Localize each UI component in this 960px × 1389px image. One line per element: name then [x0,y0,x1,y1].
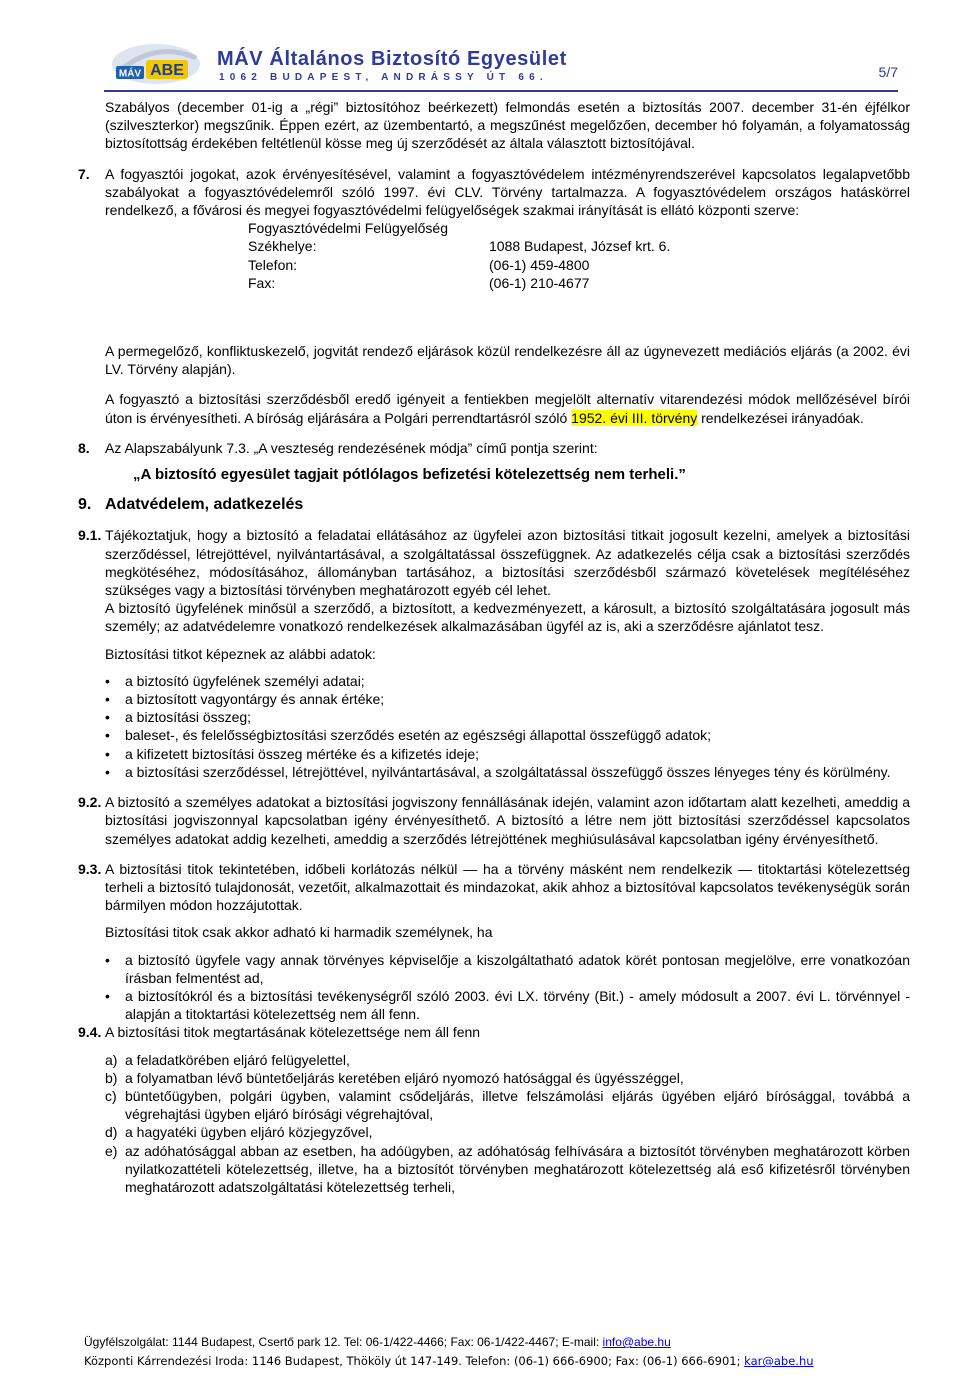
section-8-paragraph: Az Alapszabályunk 7.3. „A veszteség rendezésének módja” című pontja szerint: [105,439,598,456]
section-7-paragraph-3-text: A fogyasztó a biztosítási szerződésből eredő igényeit a fentiekben megjelölt alternatív vitarendezési módok mellőzésével bírói úton is érvényesítheti. A bíróság eljárására a Polgári perrendtartásról szóló [105,391,910,426]
list-marker: e) [105,1142,118,1159]
address-row [248,274,910,292]
secret-data-list [78,672,910,781]
address-row-value: 1088 Budapest, József krt. 6. [489,238,671,255]
address-row-value: (06-1) 210-4677 [489,274,590,291]
list-item-text: a feladatkörében eljáró felügyelettel, [125,1051,350,1068]
section-9-4-paragraph: A biztosítási titok megtartásának kötelezettsége nem áll fenn [105,1024,481,1041]
list-item: • a biztosítási összeg; [105,708,910,726]
list-item: • a kifizetett biztosítási összeg mértéke és a kifizetés ideje; [105,745,910,763]
address-row [248,256,910,274]
section-9-3-paragraph: A biztosítási titok tekintetében, időbeli korlátozás nélkül — ha a törvény másként nem rendelkezik — titoktartási kötelezettség terheli a biztosító tulajdonosát, vezetőit, alkalmazottait és mindazokat, akik ahhoz a biztosítóval kapcsolatos tevékenységük során bármilyen módon hozzájutottak. [105,860,910,914]
section-7-paragraph-3 [105,390,910,426]
section-8-quote: „A biztosító egyesület tagjait pótlólagos befizetési kötelezettség nem terheli.” [133,466,686,484]
list-marker: d) [105,1124,118,1141]
list-marker: c) [105,1087,117,1104]
section-9-title: Adatvédelem, adatkezelés [105,496,304,514]
list-item-text: büntetőügyben, polgári ügyben, valamint csődeljárás, illetve felszámolási eljárás ügyében eljáró bírósággal, továbbá a végrehajtási ügyben eljáró bírósági végrehajtóval, [125,1087,910,1123]
section-7-number: 7. [78,165,90,182]
list-item: • a biztosító ügyfelének személyi adatai; [105,672,910,690]
list-item: • a biztosított vagyontárgy és annak értéke; [105,690,910,708]
section-7-paragraph-3-end: rendelkezései irányadóak. [697,409,864,426]
intro-paragraph: Szabályos (december 01-ig a „régi” biztosítóhoz beérkezett) felmondás esetén a biztosítás 2007. december 31-én éjfélkor (szilveszterkor) megszűnik. Éppen ezért, az üzembentartó, a megszűnést megelőzően, december hó folyamán, a folyamatosság biztosítottság érdekében feltétlenül kösse meg új szerződését az általa választott biztosítójával. [105,99,910,152]
section-9-2 [78,793,910,848]
section-9-3-paragraph-2: Biztosítási titok csak akkor adható ki harmadik személynek, ha [105,924,493,941]
address-row-label: Telefon: [248,256,298,273]
list-item [105,1142,910,1197]
section-9-1 [78,526,910,662]
info-email-link[interactable]: info@abe.hu [602,1335,671,1349]
svg-text:MÁV: MÁV [118,68,142,80]
address-row-label: Székhelye: [248,238,317,255]
page-header [0,0,960,95]
address-row [248,237,910,255]
highlighted-law-reference: 1952. évi III. törvény [571,409,698,426]
list-item: • baleset-, és felelősségbiztosítási szerződés esetén az egészségi állapottal összefüggő adatok; [105,726,910,744]
section-9-2-number: 9.2. [78,794,102,811]
list-item: • a biztosítási szerződéssel, létrejöttével, nyilvántartásával, a szolgáltatással összefüggő összes lényeges tény és körülmény. [105,763,910,781]
mav-abe-logo [110,38,202,86]
address-row-value: (06-1) 459-4800 [489,256,590,273]
section-9-1-number: 9.1. [78,527,102,544]
list-item: • a biztosító ügyfele vagy annak törvényes képviselője a kiszolgáltatható adatok körét pontosan megjelölve, erre vonatkozóan írásban felmentést ad, [105,951,910,987]
list-item [105,1069,910,1087]
section-9-heading [78,496,910,514]
list-item-text: a hagyatéki ügyben eljáró közjegyzővel, [125,1124,373,1141]
footer-claims-office-text: Központi Kárrendezési Iroda: 1146 Budapest, Thököly út 147-149. Telefon: (06-1) 666-6900; Fax: (06-1) 666-6901; [84,1354,745,1368]
list-marker: a) [105,1051,118,1068]
list-item-text: a folyamatban lévő büntetőeljárás keretében eljáró nyomozó hatósággal és ügyésszéggel, [125,1069,684,1086]
list-marker: b) [105,1069,118,1086]
claims-email-link[interactable]: kar@abe.hu [744,1354,814,1368]
page-footer [84,1333,924,1371]
section-9-1-paragraph-1: Tájékoztatjuk, hogy a biztosító a feladatai ellátásához az ügyfelei azon biztosítási titkait jogosult kezelni, amelyek a biztosítási szerződéssel, létrejöttével, nyilvántartásával, a szolgáltatással összefüggnek. Az adatkezelés célja csak a biztosítási szerződés megkötéséhez, módosításához, állományban tartásához, a biztosítási szerződésből származó követelések megítéléséhez szükséges vagy a biztosítási törvényben meghatározott egyéb cél lehet. [105,527,910,599]
section-7-paragraph-1: A fogyasztói jogokat, azok érvényesítésével, valamint a fogyasztóvédelem intézményrendszerével kapcsolatos legalapvetőbb szabályokat a fogyasztóvédelemről szóló 1997. évi CLV. Törvény tartalmazza. A fogyasztóvédelem országos hatáskörrel rendelkező, a fővárosi és megyei fogyasztóvédelmi felügyelőségek szakmai irányítását is ellátó központi szerve: [105,165,910,219]
list-item [105,1123,910,1141]
section-7-paragraph-2: A permegelőző, konfliktuskezelő, jogvitát rendező eljárások közül rendelkezésre áll az úgynevezett mediációs eljárás (a 2002. évi LV. Törvény alapján). [105,343,910,378]
section-9-2-paragraph: A biztosító a személyes adatokat a biztosítási jogviszony fennállásának idején, valamint azon időtartam alatt kezelheti, ameddig a biztosítási jogviszonnyal kapcsolatban igény érvényesíthető. A biztosító a létre nem jött biztosítási szerződéssel kapcsolatos személyes adatokat addig kezelheti, ameddig a szerződés létrejöttének meghiúsulásával kapcsolatban igény érvényesíthető. [105,794,910,847]
authority-address-block [105,219,910,292]
header-divider [104,90,898,92]
list-item-text: az adóhatósággal abban az esetben, ha adóügyben, az adóhatóság felhívására a biztosítót törvényben meghatározott körben nyilatkozattételi kötelezettség, illetve, ha a biztosítót törvényben meghatározott kötelezettség alá eső kifizetésről törvényben meghatározott adatszolgáltatási kötelezettség terheli, [125,1142,910,1195]
footer-customer-service-text: Ügyfélszolgálat: 1144 Budapest, Csertő park 12. Tel: 06-1/422-4466; Fax: 06-1/422-4467; E-mail: [84,1335,603,1349]
section-9-3-number: 9.3. [78,860,102,877]
footer-line-customer-service [84,1333,924,1352]
section-9-1-paragraph-2: A biztosító ügyfelének minősül a szerződő, a biztosított, a kedvezményezett, a károsult, a biztosító szolgáltatására jogosult más személy; az adatvédelemre vonatkozó rendelkezések alkalmazásában ügyfél az is, aki a szerződésre ajánlatot tesz. [105,600,910,635]
exemption-list [78,1051,910,1197]
list-item: • a biztosítókról és a biztosítási tevékenységről szóló 2003. évi LX. törvény (Bit.) - amely módosult a 2007. évi L. törvénnyel - alapján a titoktartási kötelezettség nem áll fenn. [105,987,910,1023]
section-9-1-paragraph-3: Biztosítási titkot képeznek az alábbi adatok: [105,645,376,662]
section-8 [78,439,910,484]
section-9-4 [78,1023,910,1041]
page-number: 5/7 [878,64,898,80]
authority-name: Fogyasztóvédelmi Felügyelőség [248,220,448,237]
list-item [105,1087,910,1123]
section-9-number: 9. [78,496,92,514]
section-7 [78,165,910,427]
svg-text:ABE: ABE [150,62,184,79]
section-9-4-number: 9.4. [78,1024,102,1041]
organization-name: MÁV Általános Biztosító Egyesület [217,48,567,70]
footer-line-claims-office [84,1352,924,1371]
section-9-3 [78,860,910,942]
organization-address: 1062 BUDAPEST, ANDRÁSSY ÚT 66. [219,72,548,83]
address-row-label: Fax: [248,274,276,291]
disclosure-conditions-list [78,951,910,1024]
section-8-number: 8. [78,439,90,456]
document-body [78,98,910,1196]
list-item [105,1051,910,1069]
